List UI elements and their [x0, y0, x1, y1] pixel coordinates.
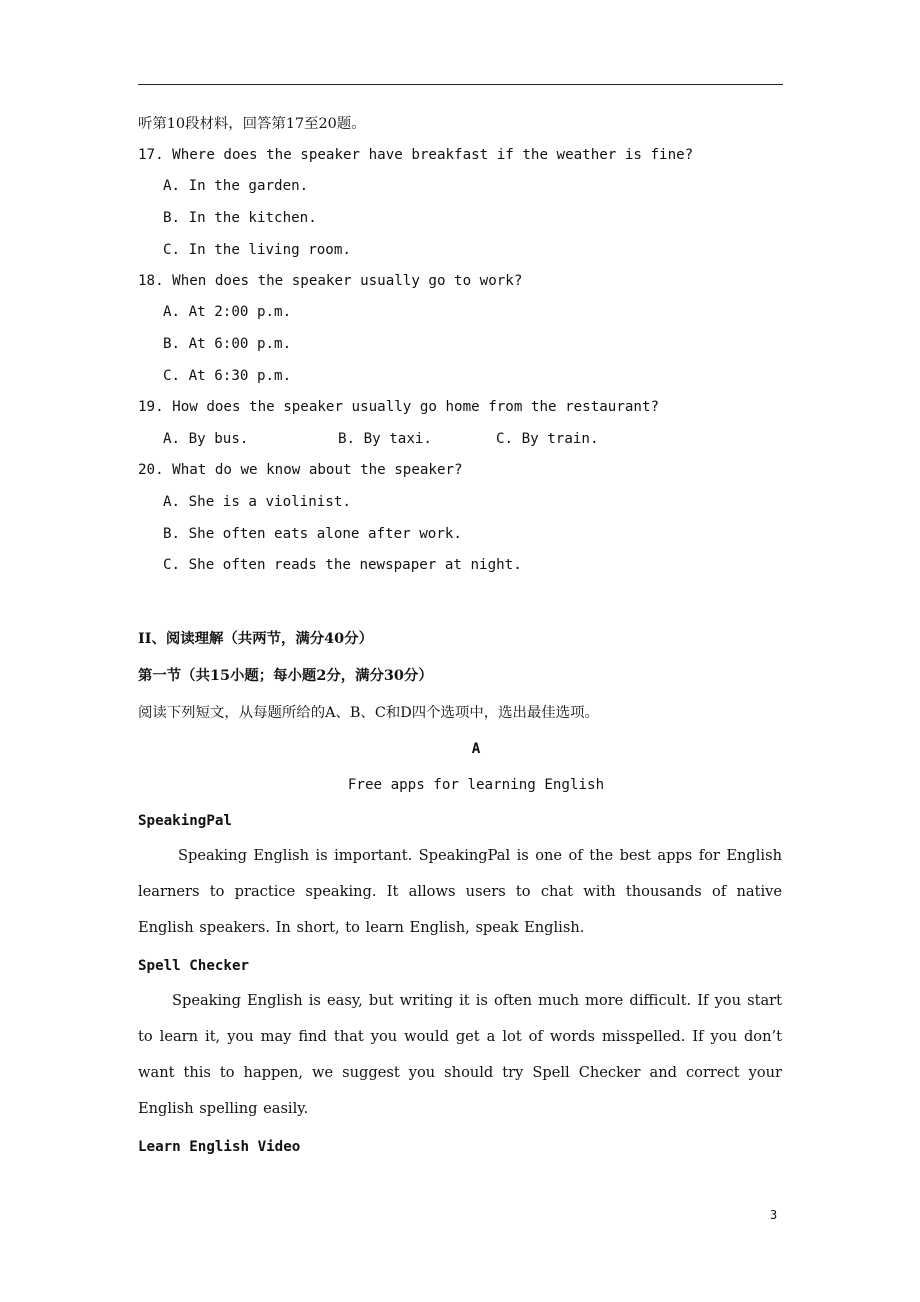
question-20-option-b: B. She often eats alone after work.	[163, 526, 462, 542]
question-18-option-a: A. At 2:00 p.m.	[163, 304, 292, 320]
app-name-learn-english-video: Learn English Video	[138, 1139, 301, 1155]
question-19-option-a: A. By bus.	[163, 431, 249, 447]
app-name-spell-checker: Spell Checker	[138, 958, 250, 974]
question-18-option-b: B. At 6:00 p.m.	[163, 336, 292, 352]
question-20: 20. What do we know about the speaker?	[138, 462, 463, 478]
section10-instruction: 听第10段材料，回答第17至20题。	[138, 116, 366, 132]
section1-title: 第一节（共15小题；每小题2分，满分30分）	[138, 667, 433, 684]
app-description-spell-checker: Speaking English is easy, but writing it is often much more difficult. If you start to learn it, you may find that you would get a lot of words misspelled. If you don’t want this to happen, we suggest you should try Spell Checker and correct your English spelling easily.	[138, 992, 782, 1117]
question-19-option-c: C. By train.	[496, 431, 599, 447]
question-17: 17. Where does the speaker have breakfast if the weather is fine?	[138, 147, 694, 163]
passage-title: Free apps for learning English	[347, 777, 605, 793]
reading-instruction: 阅读下列短文，从每题所给的A、B、C和D四个选项中，选出最佳选项。	[138, 705, 599, 721]
header-rule	[138, 84, 783, 85]
question-17-option-b: B. In the kitchen.	[163, 210, 317, 226]
part2-title: II、阅读理解（共两节，满分40分）	[138, 630, 373, 647]
question-20-option-c: C. She often reads the newspaper at night.	[163, 557, 522, 573]
passage-label: A	[471, 741, 481, 757]
question-17-option-c: C. In the living room.	[163, 242, 351, 258]
question-19: 19. How does the speaker usually go home from the restaurant?	[138, 399, 660, 415]
app-name-speakingpal: SpeakingPal	[138, 813, 232, 829]
question-17-option-a: A. In the garden.	[163, 178, 309, 194]
page-number: 3	[770, 1208, 778, 1222]
app-description-speakingpal: Speaking English is important. SpeakingPal is one of the best apps for English learners to practice speaking. It allows users to chat with thousands of native English speakers. In short, to learn English, speak English.	[138, 847, 782, 936]
question-18: 18. When does the speaker usually go to work?	[138, 273, 523, 289]
question-20-option-a: A. She is a violinist.	[163, 494, 351, 510]
question-18-option-c: C. At 6:30 p.m.	[163, 368, 292, 384]
question-19-option-b: B. By taxi.	[338, 431, 432, 447]
